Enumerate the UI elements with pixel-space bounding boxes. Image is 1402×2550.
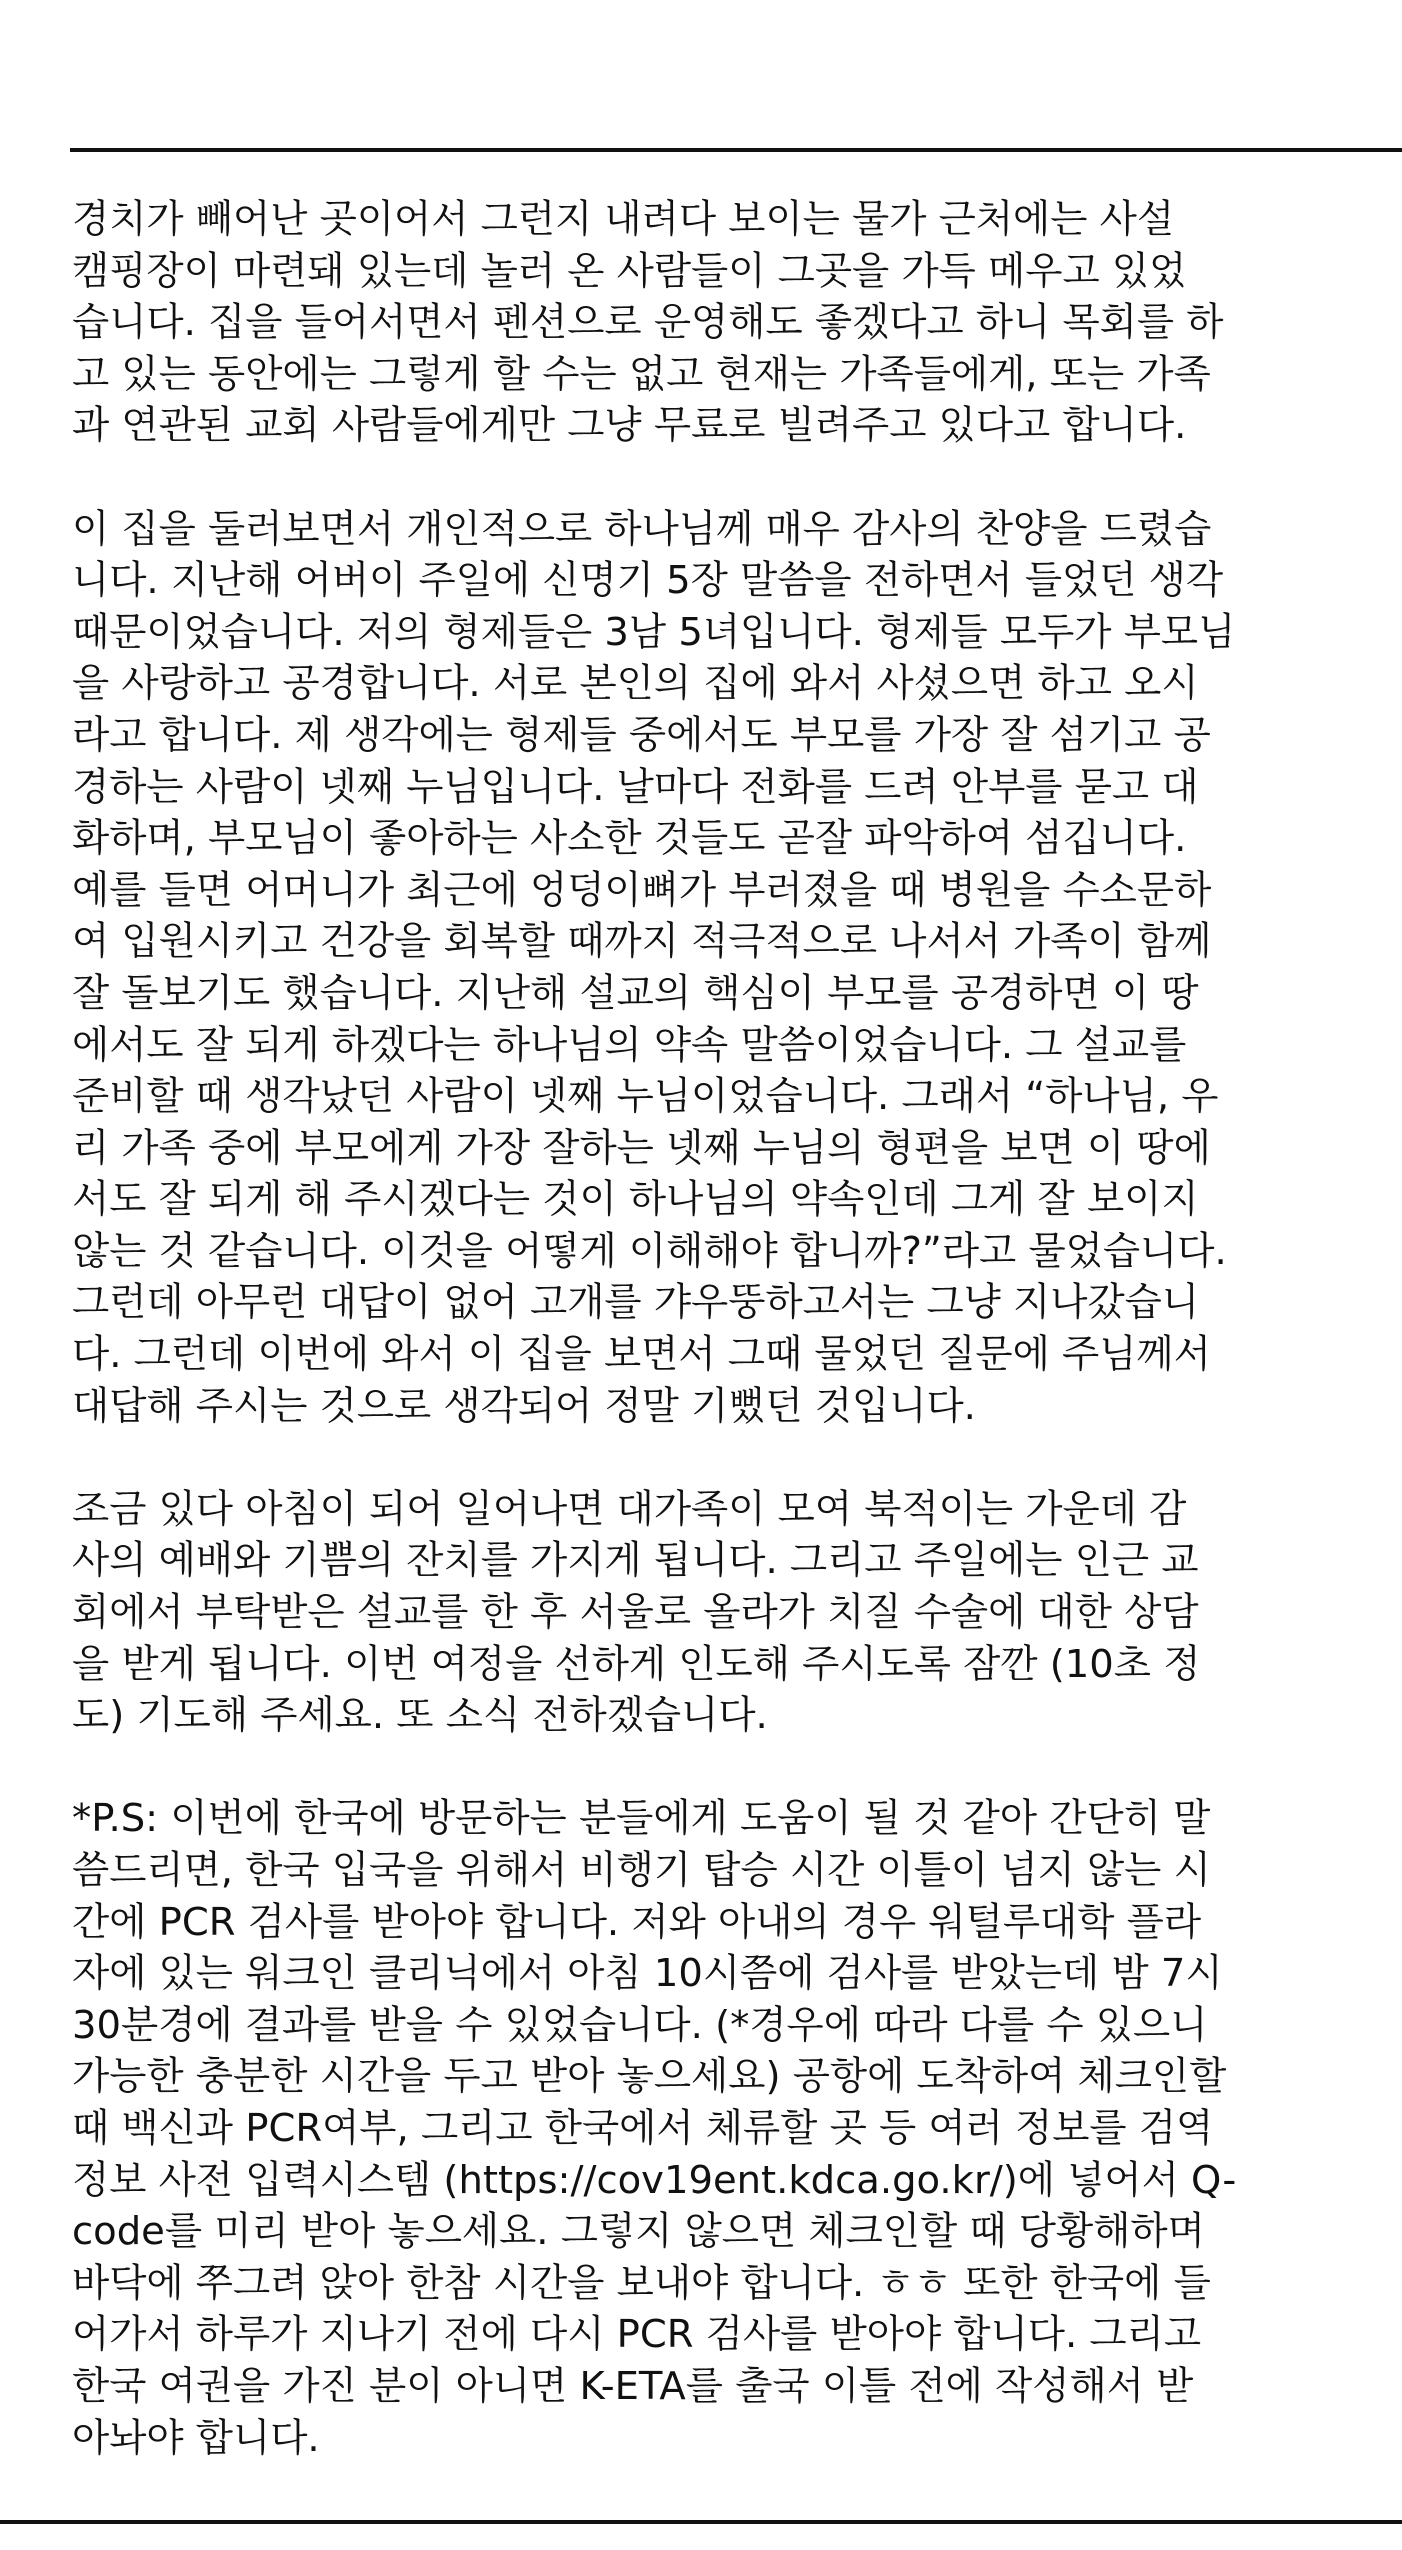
text-line: 여 입원시키고 건강을 회복할 때까지 적극적으로 나서서 가족이 함께	[72, 919, 1212, 965]
text-line: 도) 기도해 주세요. 또 소식 전하겠습니다.	[72, 1693, 768, 1739]
text-line: 이 집을 둘러보면서 개인적으로 하나님께 매우 감사의 찬양을 드렸습	[72, 506, 1212, 552]
top-divider	[70, 148, 1402, 152]
paragraph-postscript	[72, 1793, 1390, 2464]
text-line: 자에 있는 워크인 클리닉에서 아침 10시쯤에 검사를 받았는데 밤 7시	[72, 1951, 1223, 1997]
text-line: 에서도 잘 되게 하겠다는 하나님의 약속 말씀이었습니다. 그 설교를	[72, 1022, 1187, 1068]
text-line: 습니다. 집을 들어서면서 펜션으로 운영해도 좋겠다고 하니 목회를 하	[72, 300, 1224, 346]
text-line: 어가서 하루가 지나기 전에 다시 PCR 검사를 받아야 합니다. 그리고	[72, 2312, 1202, 2358]
text-line: 캠핑장이 마련돼 있는데 놀러 온 사람들이 그곳을 가득 메우고 있었	[72, 248, 1187, 294]
text-line: 때문이었습니다. 저의 형제들은 3남 5녀입니다. 형제들 모두가 부모님	[72, 609, 1236, 655]
text-line: 바닥에 쭈그려 앉아 한참 시간을 보내야 합니다. ㅎㅎ 또한 한국에 들	[72, 2260, 1211, 2306]
text-line: 준비할 때 생각났던 사람이 넷째 누님이었습니다. 그래서 “하나님, 우	[72, 1074, 1219, 1120]
text-line: 대답해 주시는 것으로 생각되어 정말 기뻤던 것입니다.	[72, 1383, 976, 1429]
text-line: *P.S: 이번에 한국에 방문하는 분들에게 도움이 될 것 같아 간단히 말	[72, 1796, 1211, 1842]
text-line: 정보 사전 입력시스템 (https://cov19ent.kdca.go.kr/)에 넣어서 Q-	[72, 2157, 1237, 2203]
text-line: 간에 PCR 검사를 받아야 합니다. 저와 아내의 경우 워털루대학 플라	[72, 1899, 1202, 1945]
text-line: 잘 돌보기도 했습니다. 지난해 설교의 핵심이 부모를 공경하면 이 땅	[72, 970, 1199, 1016]
text-line: 한국 여권을 가진 분이 아니면 K-ETA를 출국 이틀 전에 작성해서 받	[72, 2363, 1194, 2409]
text-line: 사의 예배와 기쁨의 잔치를 가지게 됩니다. 그리고 주일에는 인근 교	[72, 1538, 1199, 1584]
text-line: 라고 합니다. 제 생각에는 형제들 중에서도 부모를 가장 잘 섬기고 공	[72, 712, 1211, 758]
paragraph-gratitude	[72, 504, 1390, 1433]
paragraph-campsite	[72, 194, 1390, 452]
text-line: 화하며, 부모님이 좋아하는 사소한 것들도 곧잘 파악하여 섬깁니다.	[72, 816, 1187, 862]
text-line: 예를 들면 어머니가 최근에 엉덩이뼈가 부러졌을 때 병원을 수소문하	[72, 867, 1212, 913]
text-line: 않는 것 같습니다. 이것을 어떻게 이해해야 합니까?”라고 물었습니다.	[72, 1228, 1227, 1274]
text-line: 아놔야 합니다.	[72, 2415, 320, 2461]
text-line: 때 백신과 PCR여부, 그리고 한국에서 체류할 곳 등 여러 정보를 검역	[72, 2105, 1214, 2151]
text-line: 고 있는 동안에는 그렇게 할 수는 없고 현재는 가족들에게, 또는 가족	[72, 351, 1211, 397]
text-line: 리 가족 중에 부모에게 가장 잘하는 넷째 누님의 형편을 보면 이 땅에	[72, 1125, 1211, 1171]
text-line: 경치가 빼어난 곳이어서 그런지 내려다 보이는 물가 근처에는 사설	[72, 197, 1175, 242]
text-line: 니다. 지난해 어버이 주일에 신명기 5장 말씀을 전하면서 들었던 생각	[72, 558, 1224, 604]
text-line: 을 사랑하고 공경합니다. 서로 본인의 집에 와서 사셨으면 하고 오시	[72, 661, 1199, 707]
text-line: 을 받게 됩니다. 이번 여정을 선하게 인도해 주시도록 잠깐 (10초 정	[72, 1641, 1201, 1687]
text-line: 회에서 부탁받은 설교를 한 후 서울로 올라가 치질 수술에 대한 상담	[72, 1590, 1199, 1636]
text-line: code를 미리 받아 놓으세요. 그렇지 않으면 체크인할 때 당황해하며	[72, 2209, 1205, 2255]
text-line: 30분경에 결과를 받을 수 있었습니다. (*경우에 따라 다를 수 있으니	[72, 2002, 1208, 2048]
text-line: 경하는 사람이 넷째 누님입니다. 날마다 전화를 드려 안부를 묻고 대	[72, 764, 1199, 810]
article-body	[72, 194, 1390, 2464]
bottom-divider	[0, 2520, 1402, 2524]
text-line: 씀드리면, 한국 입국을 위해서 비행기 탑승 시간 이틀이 넘지 않는 시	[72, 1848, 1211, 1893]
text-line: 조금 있다 아침이 되어 일어나면 대가족이 모여 북적이는 가운데 감	[72, 1486, 1187, 1532]
text-line: 다. 그런데 이번에 와서 이 집을 보면서 그때 물었던 질문에 주님께서	[72, 1332, 1211, 1378]
text-line: 가능한 충분한 시간을 두고 받아 놓으세요) 공항에 도착하여 체크인할	[72, 2054, 1227, 2100]
text-line: 그런데 아무런 대답이 없어 고개를 갸우뚱하고서는 그냥 지나갔습니	[72, 1280, 1200, 1326]
paragraph-family-gathering	[72, 1484, 1390, 1742]
text-line: 서도 잘 되게 해 주시겠다는 것이 하나님의 약속인데 그게 잘 보이지	[72, 1177, 1199, 1223]
text-line: 과 연관된 교회 사람들에게만 그냥 무료로 빌려주고 있다고 합니다.	[72, 403, 1187, 449]
